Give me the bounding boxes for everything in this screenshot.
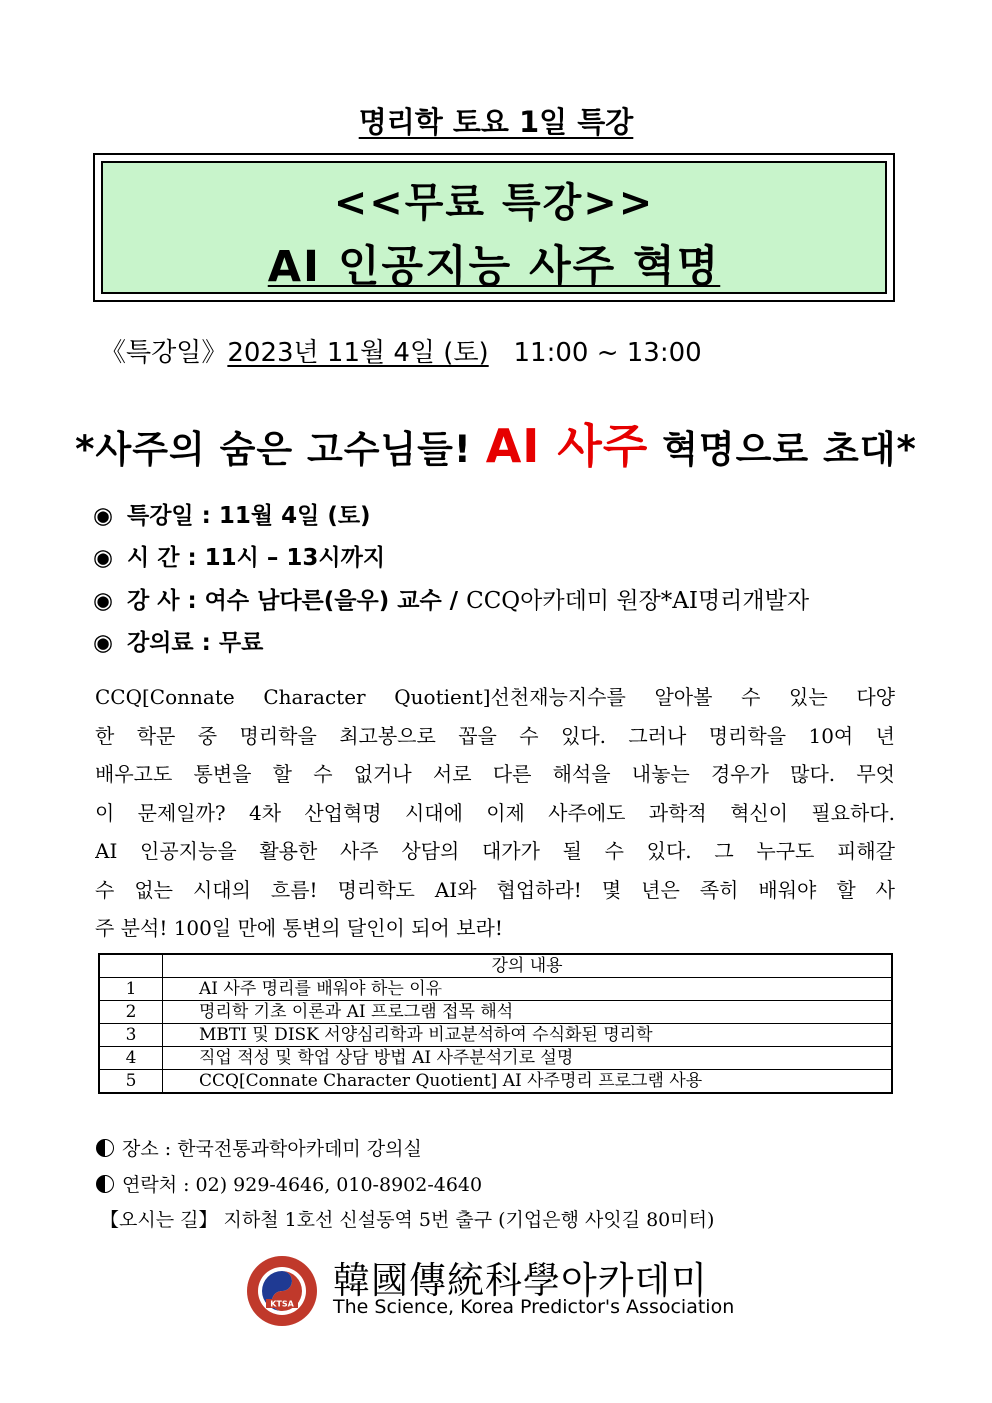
banner-title-text: AI 인공지능 사주 혁명 [267,242,721,292]
row-number: 5 [99,1070,163,1094]
paragraph-line: 배우고도 통변을 할 수 없거나 서로 다른 해석을 내놓는 경우가 많다. 무엇 [95,762,895,786]
bullet-icon: ◉ [93,630,114,656]
location-text: 장소 : 한국전통과학아카데미 강의실 [122,1138,422,1160]
row-number: 2 [99,1001,163,1024]
title-banner-inner [101,161,887,294]
emblem-text: KTSA [270,1299,294,1309]
lecture-content-table [98,953,893,1094]
yin-yang-icon [96,1139,114,1157]
yin-yang-icon [96,1175,114,1193]
phone-text: 연락처 : 02) 929-4646, 010-8902-4640 [122,1174,483,1196]
row-content: CCQ[Connate Character Quotient] AI 사주명리 프로그램 사용 [163,1070,893,1094]
table-row [99,978,892,1001]
paragraph-line: 수 없는 시대의 흐름! 명리학도 AI와 협업하라! 몇 년은 족히 배워야 할 사 [95,877,895,902]
invite-part2: 혁명으로 초대* [662,428,917,471]
paragraph-line: AI 인공지능을 활용한 사주 상담의 대가가 될 수 있다. 그 누구도 피해갈 [95,839,895,863]
info-extra: CCQ아카데미 원장*AI명리개발자 [466,588,810,614]
paragraph-line: 주 분석! 100일 만에 통변의 달인이 되어 보라! [95,916,503,940]
academy-emblem-logo [246,1255,318,1327]
invite-part1: *사주의 숨은 고수님들! [75,428,472,471]
academy-name-english: The Science, Korea Predictor's Association [333,1296,735,1318]
invitation-headline [0,410,992,476]
bullet-icon: ◉ [93,503,114,529]
row-content: 명리학 기초 이론과 AI 프로그램 접목 해석 [163,1001,893,1024]
academy-name-hanja: 韓國傳統科學아카데미 [333,1259,708,1302]
row-content: AI 사주 명리를 배워야 하는 이유 [163,978,893,1001]
table-row [99,1070,892,1094]
phone-line [96,1170,482,1197]
directions-text: 【오시는 길】 지하철 1호선 신설동역 5번 출구 (기업은행 사잇길 80미터) [100,1209,715,1231]
row-number: 1 [99,978,163,1001]
table-header-row [99,954,892,978]
title-banner [93,153,895,302]
table-header-content: 강의 내용 [163,954,893,978]
location-line [96,1134,422,1161]
directions-line [100,1205,714,1232]
page-title-text: 명리학 토요 1일 특강 [358,105,634,139]
table-header-num [99,954,163,978]
info-label: 강의료 : 무료 [127,630,264,656]
info-label: 특강일 : 11월 4일 (토) [127,503,371,529]
lecture-date: 2023년 11월 4일 (토) [227,338,489,368]
info-item-time [93,539,385,572]
paragraph-line: 이 문제일까? 4차 산업혁명 시대에 이제 사주에도 과학적 혁신이 필요하다. [95,800,895,825]
paragraph-line: 한 학문 중 명리학을 최고봉으로 꼽을 수 있다. 그러나 명리학을 10여 년 [95,723,895,748]
banner-title [103,233,885,294]
row-content: MBTI 및 DISK 서양심리학과 비교분석하여 수식화된 명리학 [163,1024,893,1047]
lecture-time: 11:00 ~ 13:00 [513,338,702,368]
info-item-fee [93,624,263,657]
date-prefix: 《특강일》 [100,338,228,368]
row-number: 3 [99,1024,163,1047]
info-item-instructor [93,582,809,615]
banner-subtitle: <<무료 특강>> [333,180,655,226]
info-label: 강 사 : 여수 남다른(을우) 교수 / [127,588,459,614]
paragraph-line: CCQ[Connate Character Quotient]선천재능지수를 알아볼 수 있는 다양 [95,685,895,709]
bullet-icon: ◉ [93,588,114,614]
row-number: 4 [99,1047,163,1070]
lecture-date-line [100,332,702,369]
invite-highlight: AI 사주 [485,419,649,473]
table-row [99,1047,892,1070]
info-item-date [93,497,371,530]
bullet-icon: ◉ [93,545,114,571]
info-label: 시 간 : 11시 – 13시까지 [127,545,386,571]
page-title [0,100,992,141]
row-content: 직업 적성 및 학업 상담 방법 AI 사주분석기로 설명 [163,1047,893,1070]
table-row [99,1024,892,1047]
description-paragraph [95,678,895,948]
table-row [99,1001,892,1024]
